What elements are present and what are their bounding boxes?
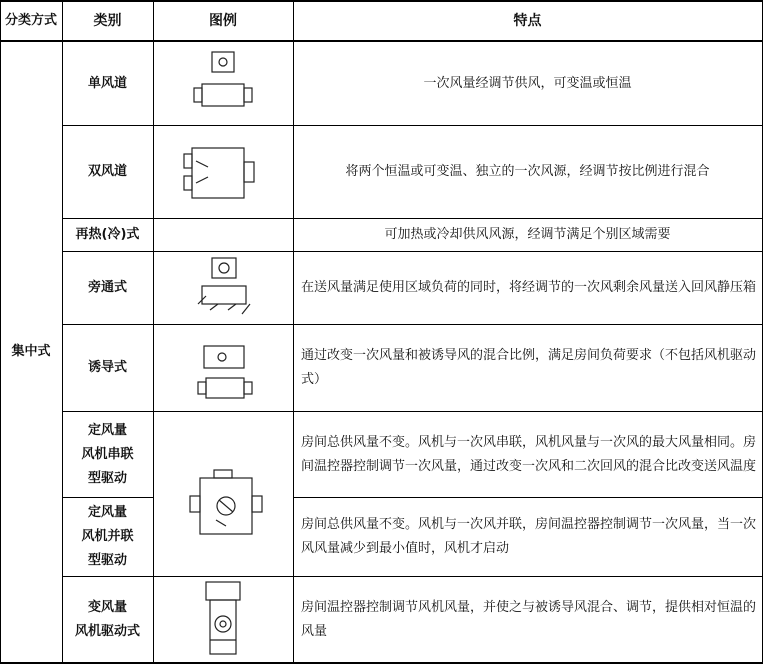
header-features: 特点 [513, 13, 542, 29]
feature-induction: 通过改变一次风量和被诱导风的混合比例，满足房间负荷要求（不包括风机驱动式） [301, 348, 757, 387]
category-induction: 诱导式 [87, 360, 127, 375]
feature-series-fan: 房间总供风量不变。风机与一次风串联，风机风量与一次风的最大风量相同。房间温控器控制调节一次风量，通过改变一次风和二次回风的混合比改变送风温度 [301, 434, 757, 474]
rule [153, 0, 154, 664]
feature-dual-duct: 将两个恒温或可变温、独立的一次风源，经调节按比例进行混合 [345, 164, 710, 179]
category-dual-duct: 双风道 [87, 164, 127, 179]
feature-bypass: 在送风量满足使用区域负荷的同时，将经调节的一次风剩余风量送入回风静压箱 [301, 280, 757, 295]
feature-parallel-fan: 房间总供风量不变。风机与一次风并联，房间温控器控制调节一次风量，当一次风风量减少到最小值时，风机才启动 [301, 517, 757, 556]
group-label: 集中式 [11, 344, 51, 359]
category-reheat: 再热(冷)式 [75, 227, 140, 242]
single-duct-diagram-icon [190, 50, 260, 116]
induction-diagram-icon [196, 344, 256, 402]
feature-variable-fan: 房间温控器控制调节风机风量，并使之与被诱导风混合、调节，提供相对恒温的风量 [301, 599, 757, 639]
category-bypass: 旁通式 [87, 280, 127, 295]
dual-duct-diagram-icon [182, 142, 264, 204]
variable-fan-diagram-icon [198, 580, 248, 660]
category-single-duct: 单风道 [87, 75, 127, 91]
bypass-diagram-icon [192, 256, 256, 320]
header-classification: 分类方式 [4, 13, 57, 28]
fan-box-diagram-icon [186, 468, 266, 544]
header-legend: 图例 [209, 13, 237, 29]
category-parallel-fan: 定风量 风机并联 型驱动 [81, 505, 134, 568]
feature-reheat: 可加热或冷却供风风源，经调节满足个别区域需要 [384, 227, 671, 242]
category-variable-fan: 变风量 风机驱动式 [74, 599, 140, 639]
feature-single-duct: 一次风量经调节供风，可变温或恒温 [423, 75, 632, 91]
category-series-fan: 定风量 风机串联 型驱动 [81, 422, 134, 486]
header-category: 类别 [93, 13, 122, 29]
